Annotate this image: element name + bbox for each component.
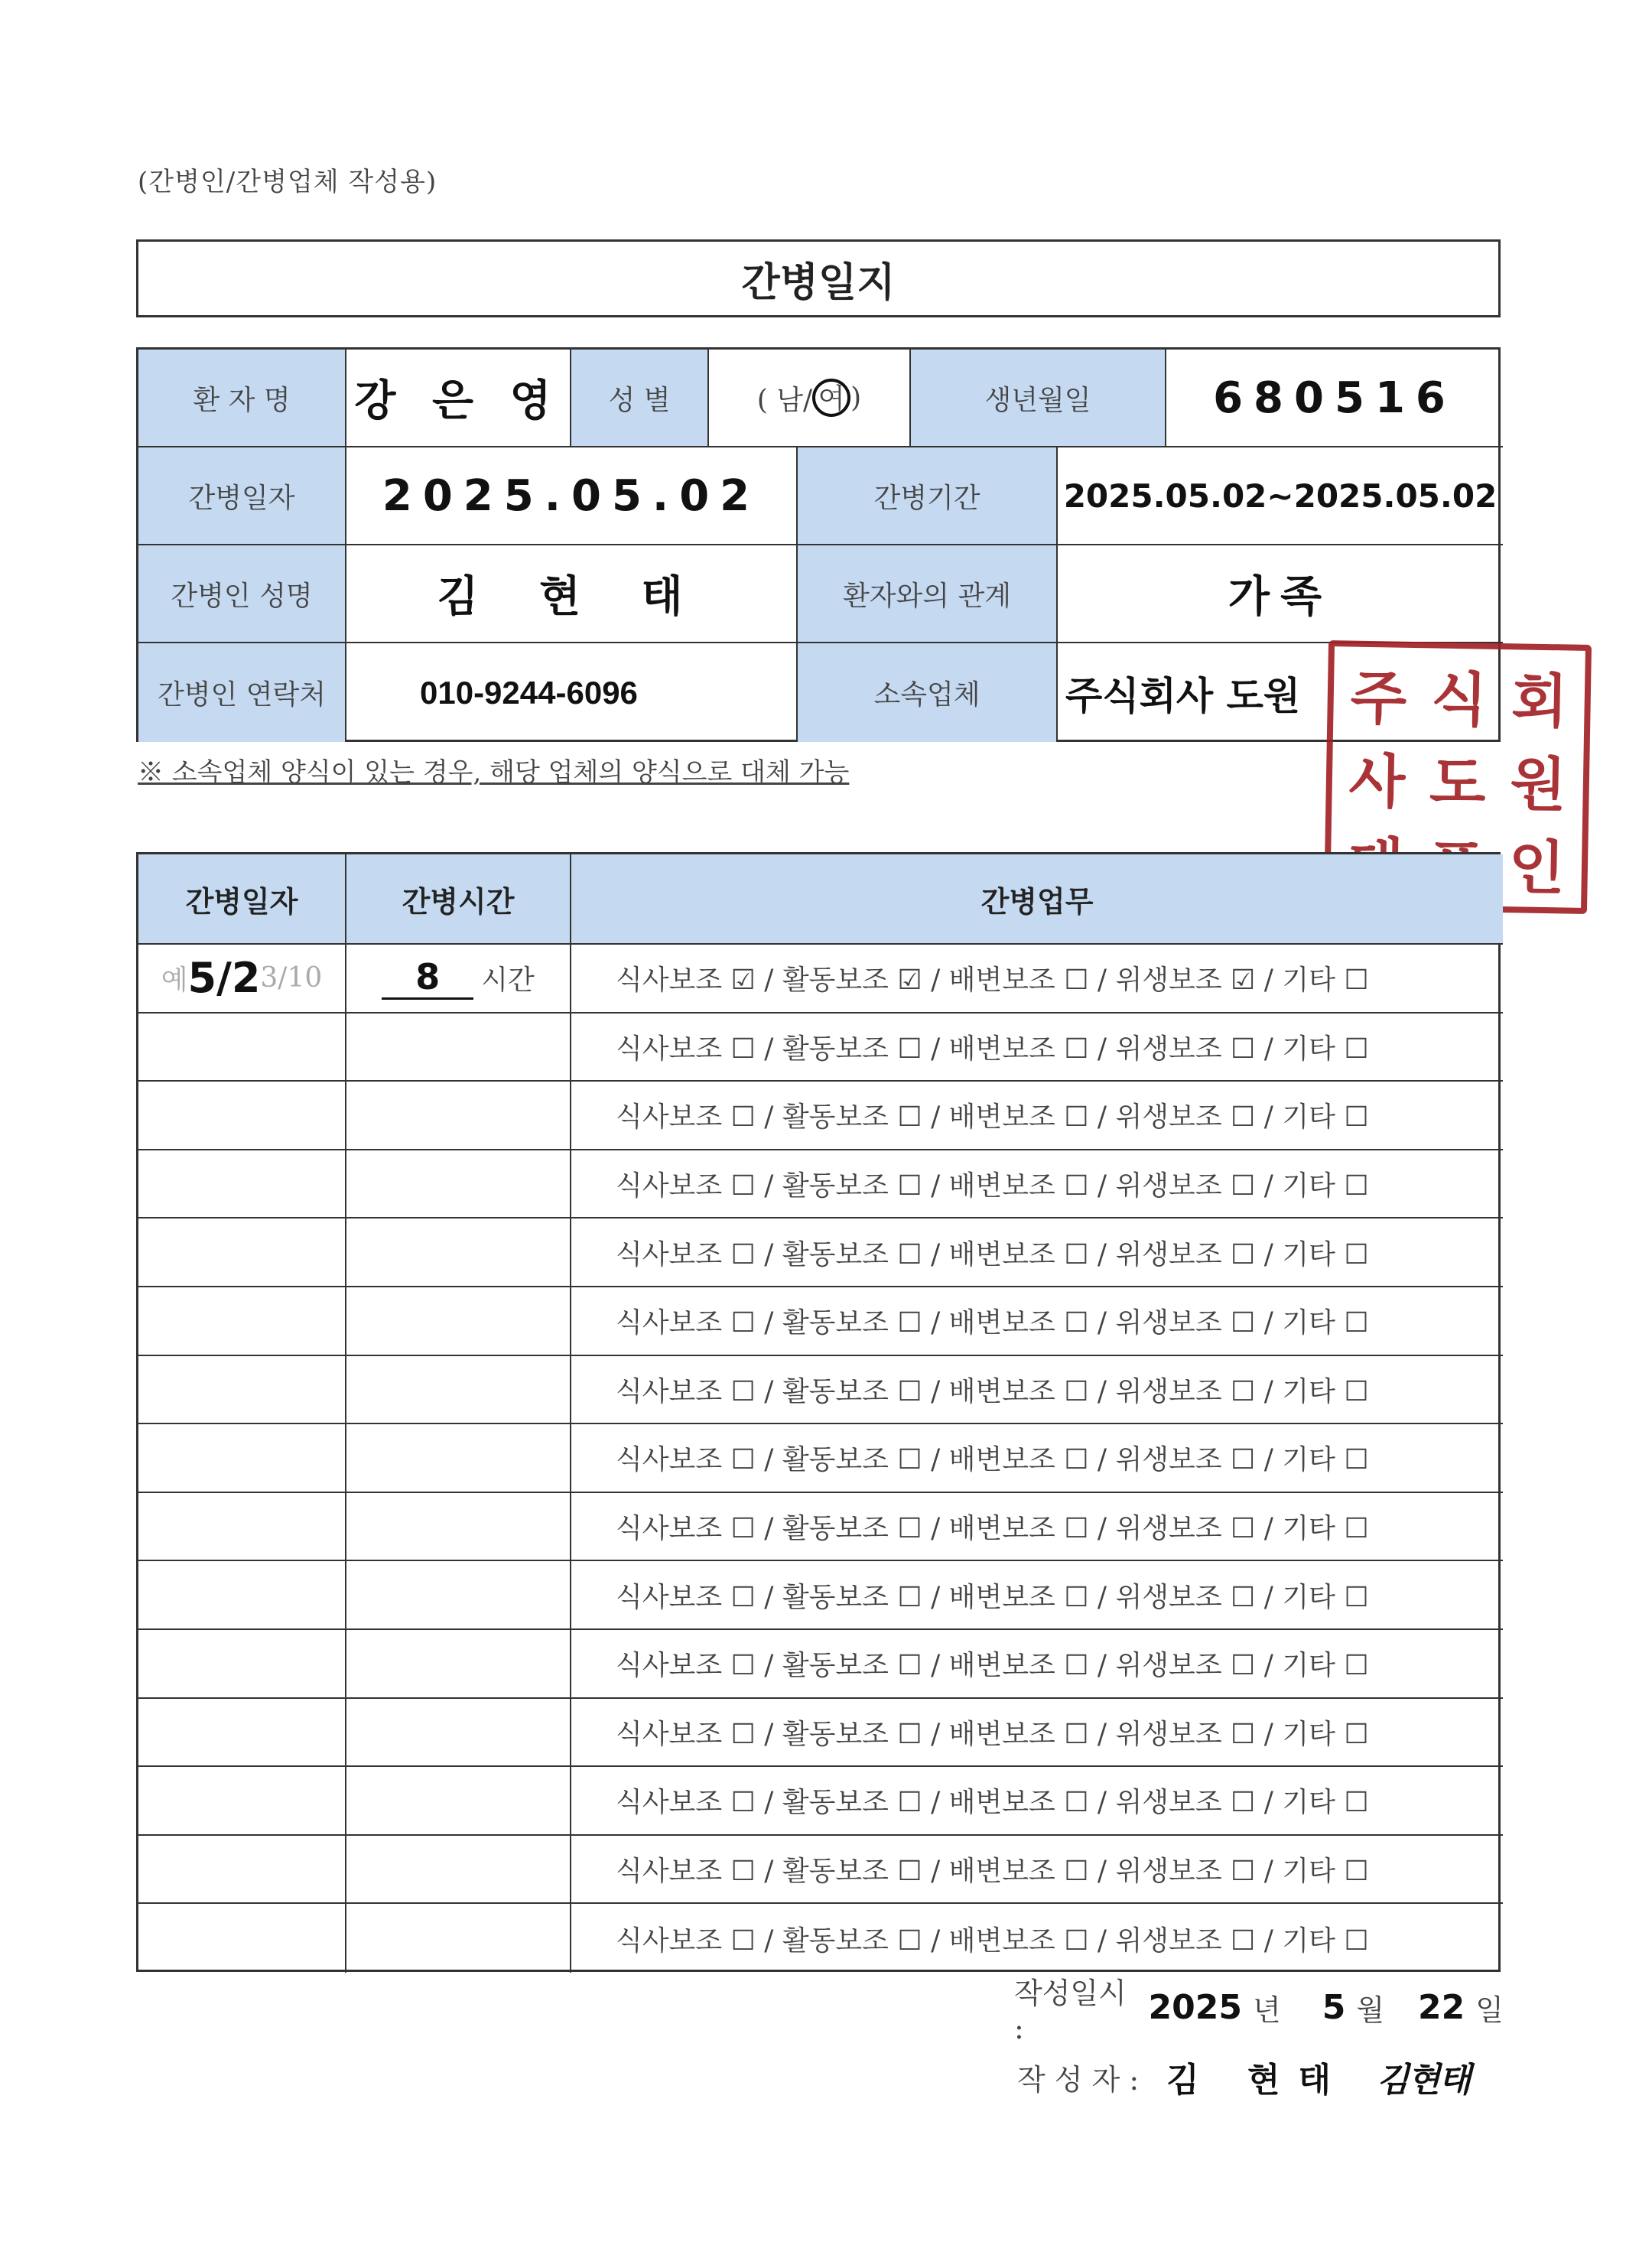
log-hours-cell[interactable] [346,1287,571,1356]
log-duties-cell[interactable]: 식사보조 ☐ / 활동보조 ☐ / 배변보조 ☐ / 위생보조 ☐ / 기타 ☐ [571,1218,1503,1287]
seal-char: 주 [1349,663,1407,733]
care-period-label: 간병기간 [798,447,1058,545]
form-subtitle: (간병인/간병업체 작성용) [138,167,437,197]
written-date [1014,1976,1504,2045]
written-month[interactable]: 5 [1322,1987,1346,2027]
form-title: 간병일지 [136,239,1501,317]
log-hours-cell[interactable] [346,1218,571,1287]
log-hours-cell[interactable] [346,1013,571,1082]
author-signature[interactable]: 김현태 [1377,2061,1470,2100]
log-date-cell[interactable] [138,945,346,1013]
caregiver-name-value[interactable]: 김 현 태 [346,545,798,643]
log-date-cell[interactable] [138,1287,346,1356]
care-log-table [136,852,1501,1972]
gender-selected[interactable]: 여 [812,379,850,417]
relation-label: 환자와의 관계 [798,545,1058,643]
gender-label: 성 별 [571,350,709,447]
log-hours-cell[interactable] [346,1493,571,1562]
log-date-cell[interactable] [138,1013,346,1082]
log-date-cell[interactable] [138,1836,346,1905]
log-hours-cell[interactable] [346,1424,571,1493]
log-duties-cell[interactable]: 식사보조 ☐ / 활동보조 ☐ / 배변보조 ☐ / 위생보조 ☐ / 기타 ☐ [571,1561,1503,1630]
relation-value[interactable]: 가족 [1058,545,1503,643]
example-suffix: 3/10 [260,962,323,994]
written-date-label: 작성일시 : [1014,1976,1127,2045]
log-duties-cell[interactable]: 식사보조 ☐ / 활동보조 ☐ / 배변보조 ☐ / 위생보조 ☐ / 기타 ☐ [571,1082,1503,1150]
log-duties-cell[interactable]: 식사보조 ☐ / 활동보조 ☐ / 배변보조 ☐ / 위생보조 ☐ / 기타 ☐ [571,1767,1503,1836]
log-hours-cell[interactable] [346,1904,571,1973]
log-duties-cell[interactable]: 식사보조 ☐ / 활동보조 ☐ / 배변보조 ☐ / 위생보조 ☐ / 기타 ☐ [571,1424,1503,1493]
log-duties-cell[interactable]: 식사보조 ☐ / 활동보조 ☐ / 배변보조 ☐ / 위생보조 ☐ / 기타 ☐ [571,1356,1503,1425]
seal-char: 인 [1507,833,1566,903]
author-label: 작 성 자 : [1017,2062,1140,2097]
example-prefix: 예 [161,965,188,997]
log-date-value[interactable]: 5/2 [187,954,261,1003]
log-hours-cell[interactable] [346,1836,571,1905]
seal-char: 원 [1509,750,1567,819]
patient-name-value[interactable]: 강 은 영 [346,350,571,447]
log-hours-cell[interactable] [346,1630,571,1699]
log-duties-cell[interactable]: 식사보조 ☑ / 활동보조 ☑ / 배변보조 ☐ / 위생보조 ☑ / 기타 ☐ [571,945,1503,1013]
seal-char: 사 [1348,747,1406,816]
birth-label: 생년월일 [911,350,1166,447]
written-year[interactable]: 2025 [1148,1987,1242,2027]
log-duties-cell[interactable]: 식사보조 ☐ / 활동보조 ☐ / 배변보조 ☐ / 위생보조 ☐ / 기타 ☐ [571,1836,1503,1905]
log-date-cell[interactable] [138,1904,346,1973]
log-hours-cell[interactable] [346,1561,571,1630]
log-duties-cell[interactable]: 식사보조 ☐ / 활동보조 ☐ / 배변보조 ☐ / 위생보조 ☐ / 기타 ☐ [571,1150,1503,1219]
log-date-cell[interactable] [138,1356,346,1425]
birth-value[interactable]: 680516 [1166,350,1503,447]
care-date-value[interactable]: 2025.05.02 [346,447,798,545]
care-date-label: 간병일자 [138,447,346,545]
log-date-cell[interactable] [138,1561,346,1630]
replacement-note: ※ 소속업체 양식이 있는 경우, 해당 업체의 양식으로 대체 가능 [138,757,850,788]
author-line [1017,2050,1522,2103]
log-duties-cell[interactable]: 식사보조 ☐ / 활동보조 ☐ / 배변보조 ☐ / 위생보조 ☐ / 기타 ☐ [616,1925,1369,1957]
log-duties-cell[interactable]: 식사보조 ☐ / 활동보조 ☐ / 배변보조 ☐ / 위생보조 ☐ / 기타 ☐ [571,1699,1503,1768]
care-period-value[interactable]: 2025.05.02~2025.05.02 [1058,447,1503,545]
log-date-cell[interactable] [138,1082,346,1150]
log-date-cell[interactable] [138,1218,346,1287]
log-duties-cell[interactable]: 식사보조 ☐ / 활동보조 ☐ / 배변보조 ☐ / 위생보조 ☐ / 기타 ☐ [571,1493,1503,1562]
log-header-hours: 간병시간 [346,854,571,945]
contact-label: 간병인 연락처 [138,643,346,742]
year-unit: 년 [1252,1993,1281,2027]
company-value[interactable]: 주식회사 도원 [1065,673,1301,718]
seal-char: 식 [1430,665,1488,734]
log-date-cell[interactable] [138,1424,346,1493]
log-date-cell[interactable] [138,1150,346,1219]
log-duties-cell[interactable]: 식사보조 ☐ / 활동보조 ☐ / 배변보조 ☐ / 위생보조 ☐ / 기타 ☐ [571,1630,1503,1699]
month-unit: 월 [1356,1993,1385,2027]
seal-char: 도 [1429,748,1487,818]
log-hours-cell[interactable] [346,1356,571,1425]
gender-open: ( 남/ [756,384,813,416]
gender-close: ) [850,382,862,414]
log-date-cell[interactable] [138,1767,346,1836]
written-day[interactable]: 22 [1418,1987,1465,2027]
log-header-duties: 간병업무 [571,854,1503,945]
log-hours-value[interactable]: 8 [382,956,473,1000]
hours-unit: 시간 [481,965,535,997]
day-unit: 일 [1475,1993,1504,2027]
log-header-date: 간병일자 [138,854,346,945]
log-hours-cell[interactable] [346,1699,571,1768]
log-duties-cell[interactable]: 식사보조 ☐ / 활동보조 ☐ / 배변보조 ☐ / 위생보조 ☐ / 기타 ☐ [571,1013,1503,1082]
log-duties-cell[interactable]: 식사보조 ☐ / 활동보조 ☐ / 배변보조 ☐ / 위생보조 ☐ / 기타 ☐ [571,1287,1503,1356]
patient-name-label: 환 자 명 [138,350,346,447]
log-hours-cell[interactable] [346,945,571,1013]
seal-char: 회 [1511,666,1569,736]
author-name[interactable]: 김 현태 [1166,2061,1350,2100]
info-table [136,347,1501,742]
log-hours-cell[interactable] [346,1082,571,1150]
company-label: 소속업체 [798,643,1058,742]
contact-value[interactable]: 010-9244-6096 [346,643,798,742]
log-date-cell[interactable] [138,1493,346,1562]
log-hours-cell[interactable] [346,1150,571,1219]
gender-field[interactable] [709,350,911,447]
log-hours-cell[interactable] [346,1767,571,1836]
caregiver-name-label: 간병인 성명 [138,545,346,643]
log-date-cell[interactable] [138,1699,346,1768]
log-date-cell[interactable] [138,1630,346,1699]
